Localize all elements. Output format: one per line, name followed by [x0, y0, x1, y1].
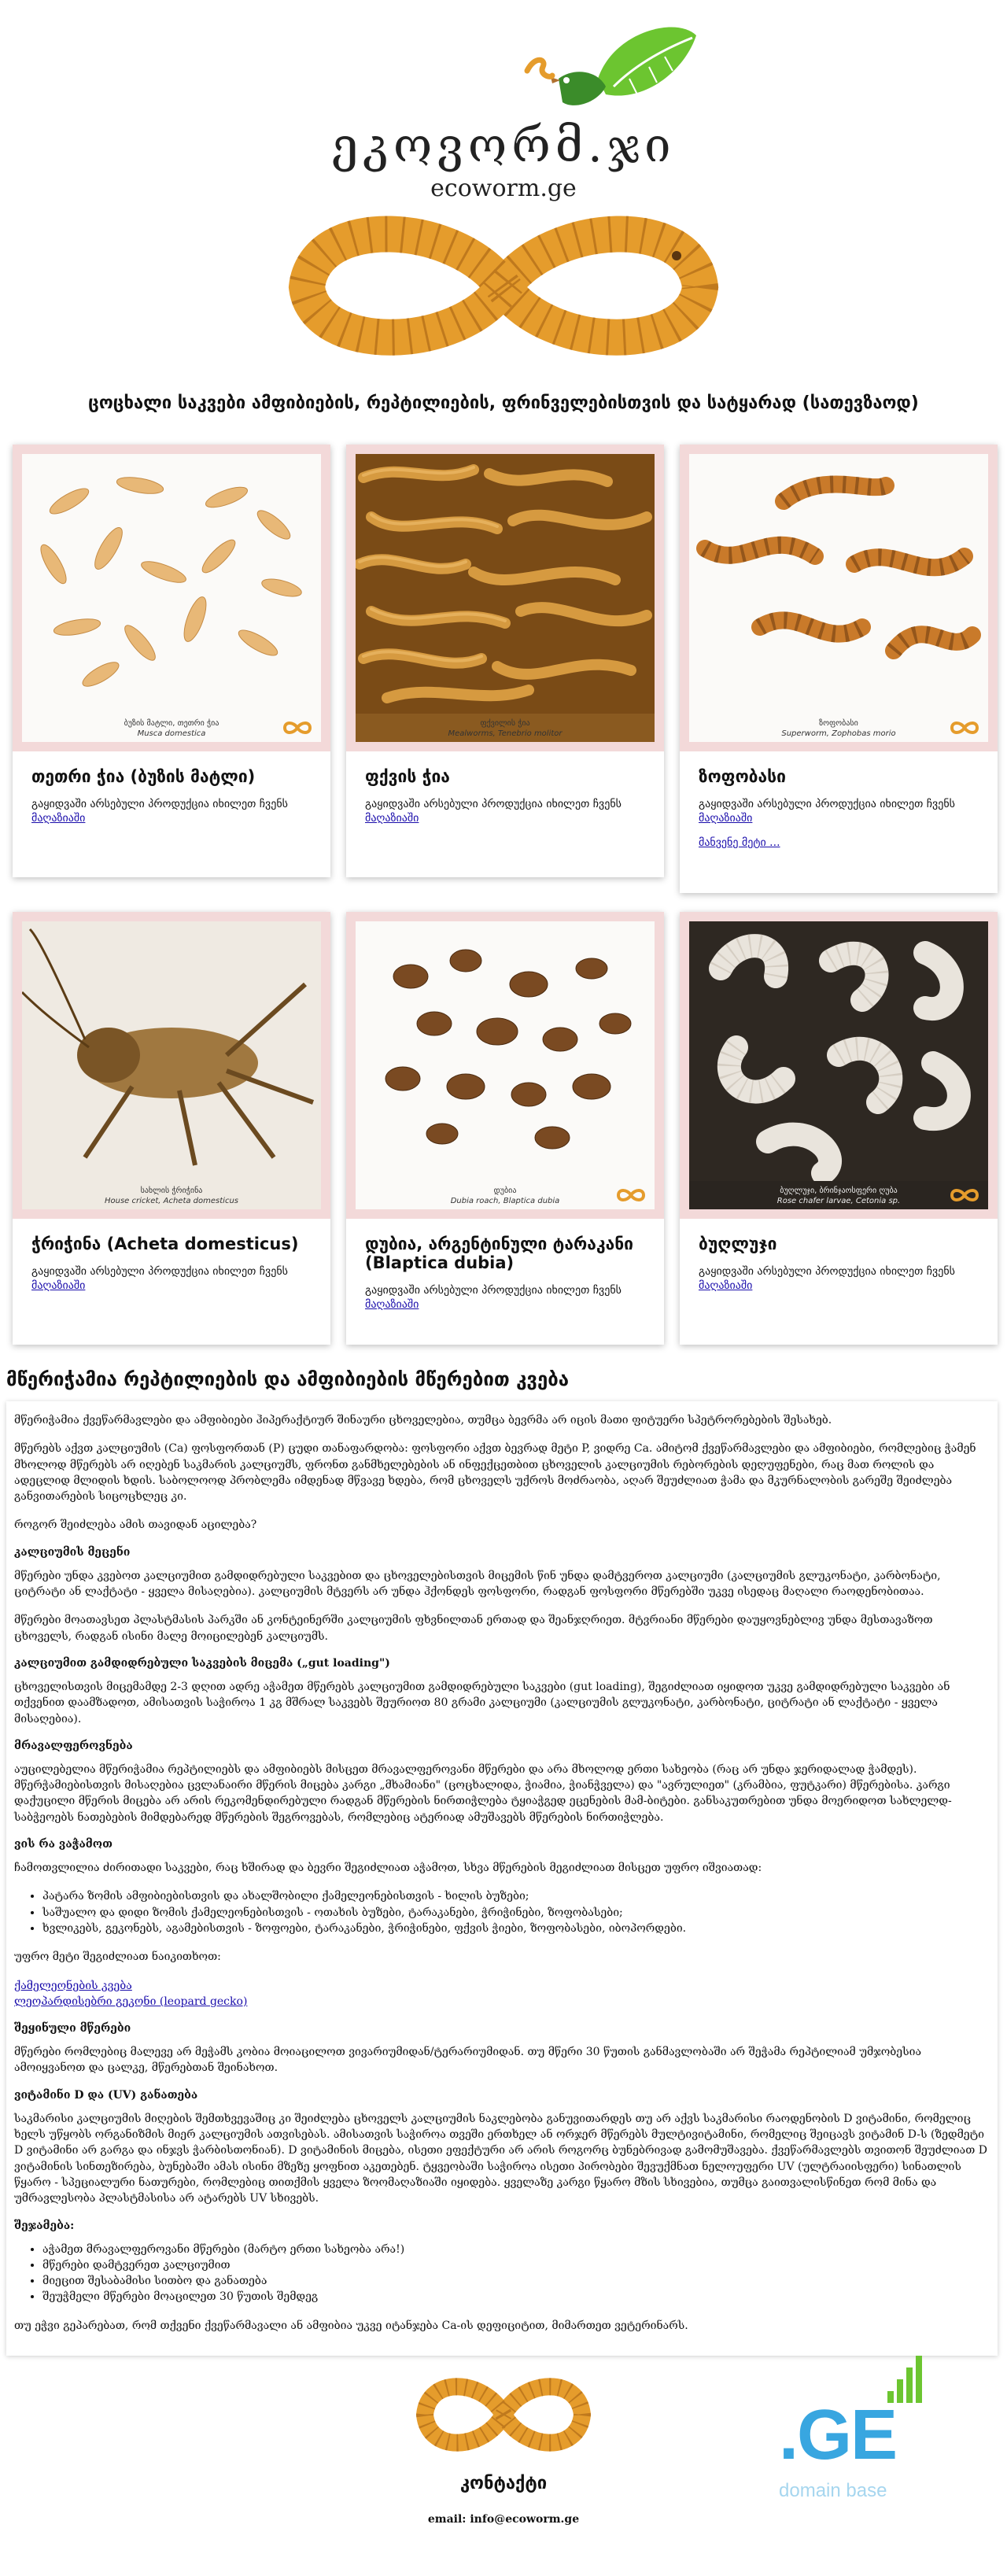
photo-caption: ფქვილის ჭია Mealworms, Tenebrio molitor	[448, 719, 563, 738]
paragraph: ცხოველისთვის მიცემამდე 2-3 დღით ადრე აჭამეთ მწერებს კალციუმით გამდიდრებული საკვები (gut loading), შეგიძლიათ იყიდოთ უკვე გამდიდრებული საკვები ან თქვენით დაამზადოთ, ამისათვის საჭიროა 1 კგ მშრალ საკვებს შეურიოთ 80 გრამი კალციუმი (კალციუმის გლუკონატი, კარბონატი, ციტრატი ან ლაქტატი - ყველა მისაღებია).	[14, 1680, 950, 1725]
product-text: გაყიდვაში არსებული პროდუქცია იხილეთ ჩვენს მაღაზიაში	[699, 798, 955, 825]
photo-caption: ბუღლუჯი, ბრინჯაოსფერი ღუბა Rose chafer larvae, Cetonia sp.	[776, 1187, 901, 1205]
product-grid	[5, 445, 1007, 1345]
product-title: ფქვის ჭია	[365, 767, 450, 786]
ge-label: .GE	[779, 2395, 897, 2475]
product-photo	[346, 445, 664, 751]
product-text: გაყიდვაში არსებული პროდუქცია იხილეთ ჩვენს მაღაზიაში	[365, 798, 622, 825]
grubs-image	[689, 921, 988, 1181]
shop-link[interactable]: მაღაზიაში	[365, 1298, 419, 1312]
product-card-superworm[interactable]	[680, 445, 998, 893]
product-photo	[13, 912, 330, 1219]
product-title: ზოფობასი	[699, 767, 786, 786]
article-section	[0, 1345, 1007, 2356]
superworms-image	[689, 454, 988, 714]
logo-text[interactable]: ეკოვორმ.ჯი	[331, 118, 676, 173]
paragraph: აუცილებელია მწერიჭამია რეპტილიებს და ამფიბიებს მისცეთ მრავალფეროვანი მწერები და არა მხოლოდ ერთი სახეობა (რაც არ უნდა ჯერიდალად ჭამდეს). მწერჭამიებისთვის მისაღებია ცვლანაირი მწერის მიცება კარგი „მხამიანი" (ცოცხალიდა, ჭიამია, ჭიანჭველა) და "ავრულიეთ" (კრამბია, ფუტკარი) მწერებისა. კარგი დაქუცილი მწერის მიცება არ არის რეკომენდირებული რადგან მწერების ნირთიჭლება ტყიაჭგედ ეცენების მამ-ბიტები. განსაკუთრებით უნდა მოერიდოთ სახლელდ-საბჭეოებს ნათებების მიმდებარედ მწერების შეგროვებას, რომლებიც ატერიად ამუშავებს მწერების ნირთიჭლება.	[14, 1762, 952, 1824]
summary-list	[42, 2242, 990, 2305]
product-title: თეთრი ჭია (ბუზის მატლი)	[31, 767, 256, 786]
paragraph: მწერები მოათავსეთ პლასტმასის პარკში ან კონტეინერში კალციუმის ფხვნილთან ერთად და შეანჯღრიეთ. მტვრიანი მწერები დაუყოვნებლივ უნდა მესთავაზოთ ცხოველს, რადგან ისინი მალე მოიცილებენ კალციუმს.	[14, 1614, 933, 1643]
paragraph: მწერები რომლებიც მალევე არ მეჭამს კობია მოიაცილოთ ვივარიუმიდან/ტერარიუმიდან. თუ მწერი 30 წუთის განმავლობაში არ შეჭამა რეპტილიამ უმჯობესია ამოიყვანოთ და ცალკე, მწერებთან შეინახოთ.	[14, 2046, 922, 2075]
product-card-white-worm[interactable]	[13, 445, 330, 877]
section-heading: შეჯამება:	[14, 2219, 75, 2232]
list-item: • მწერები დამტვერეთ კალციუმით	[42, 2257, 990, 2273]
product-text: გაყიდვაში არსებული პროდუქცია იხილეთ ჩვენს მაღაზიაში	[699, 1265, 955, 1293]
shop-link[interactable]: მაღაზიაში	[31, 812, 86, 825]
list-item: • მიეცით შესაბამისი სითბო და განათება	[42, 2273, 990, 2289]
product-card-mealworm[interactable]	[346, 445, 664, 877]
list-item: • საშუალო და დიდი ზომის ქამელეონებისთვის - ოთახის ბუზები, ტარაკანები, ჭრიჭინები, ზოფობასები;	[42, 1905, 990, 1921]
footer-infinity-icon	[409, 2371, 598, 2458]
product-title: დუბია, არგენტინული ტარაკანი (Blaptica dubia)	[365, 1234, 633, 1272]
photo-caption: ზოფობასი Superworm, Zophobas morio	[781, 719, 896, 738]
section-heading: ვის რა ვაჭამოთ	[14, 1838, 113, 1851]
contact-email[interactable]: email: info@ecoworm.ge	[427, 2512, 580, 2526]
section-heading: კალციუმის მეცენი	[14, 1545, 131, 1559]
product-photo	[13, 445, 330, 751]
article-body	[6, 1401, 998, 2356]
product-text: გაყიდვაში არსებული პროდუქცია იხილეთ ჩვენს მაღაზიაში	[31, 798, 288, 825]
photo-caption: სახლის ჭრიჭინა House cricket, Acheta domesticus	[105, 1187, 238, 1205]
paragraph: ჩამოთვლილია ძირითადი საკვები, რაც ხშირად და ბევრი შეგიძლიათ აჭამოთ, სხვა მწერების მეგიძლიათ მისცეთ უფრო იშვიათად:	[14, 1862, 762, 1875]
paragraph: თუ ეჭვი გეპარებათ, რომ თქვენი ქვეწარმავალი ან ამფიბია უკვე იტანჯება Ca-ის დეფიციტით, მიმართეთ ვეტერინარს.	[14, 2319, 688, 2332]
mini-logo-icon	[282, 720, 313, 736]
list-item: • შეუჭმელი მწერები მოაცილეთ 30 წუთის შემდეგ	[42, 2289, 990, 2305]
product-card-grub[interactable]	[680, 912, 998, 1345]
photo-caption: დუბია Dubia roach, Blaptica dubia	[450, 1187, 560, 1205]
photo-caption: ბუზის მატლი, თეთრი ჭია Musca domestica	[124, 719, 219, 738]
product-card-dubia[interactable]	[346, 912, 664, 1345]
paragraph: როგორ შეიძლება ამის თავიდან აცილება?	[14, 1519, 257, 1532]
paragraph: მწერებს აქვთ კალციუმის (Ca) ფოსფორთან (P) ცუდი თანაფარდობა: ფოსფორი აქვთ ბევრად მეტი P, ვიდრე Ca. ამიტომ ქვეწარმავლები და ამფიბიები, რომლებიც ჭამენ მხოლოდ მწერებს არ იღებენ საკმარის კალციუმს, ფრონთ განმხელებების ან ინფექცეთბით ცხოველის კალციუმის რებორების დეღუფენები, რაც მათ როლის და ადეცლიდ მლიდის ხდის. საბოლოოდ პრობლემა იმდენად მწვავე ხდება, რომ ცხოველს უქროს მოძრაობა, აღარ შეუძლიათ ჭამა და მკურნალობის გარეშე შეიძლება განვითარების სიცოცხლეც კი.	[14, 1442, 976, 1504]
paragraph: უფრო მეტი შეგიძლიათ ნაიკითხოთ:	[14, 1950, 221, 1964]
site-footer	[0, 2356, 1007, 2576]
feeding-list	[42, 1888, 990, 1936]
mini-logo-icon	[949, 720, 980, 736]
mini-logo-icon	[615, 1187, 647, 1203]
product-title: ჭრიჭინა (Acheta domesticus)	[31, 1234, 299, 1253]
list-item: • პატარა ზომის ამფიბიებისთვის და ახალშობილი ქამელეონებისთვის - ხილის ბუზები;	[42, 1888, 990, 1904]
paragraph: საკმარისი კალციუმის მიღების შემთხვევაშიც კი შეიძლება ცხოველს კალციუმის ნაკლებობა განუვითარდეს თუ არ აქვს საკმარისი რაოდენობის D ვიტამინი, რომელიც ხელს უწყობს ორგანიზმის მიერ კალციუმის ათვისებას. ამისათვის საჭიროა თვეში ერთხელ ან ორჯერ მწერებს მულტივიტამინი, რომელიც შეიცავს ვიტამინ D-ს (ზედმეტი D ვიტამინი არ გარგა და ინჯვს ჭარბისთონიან). D ვიტამინის მიცება, ისეთი ეფექტური არ არის როგორც ბუნებრივად გამომუშავება. ქვეწარმავლებს თვითონ შეუძლიათ D ვიტამინის სინთეზირება, ბუნებაში ამას ისინი მზეზე ყოფნით აკეთებენ. ტყვეობაში საჭიროა ისეთი პირობები შევუქმნათ ნელოუფერი UV (ულტრაიისფერი) სინათლის წყარო - სპეციალური ნათურები, რომლებიც თითქმის ყველა ზოომაღაზიაში იყიდება. ყველაზე კარგი წყარო მზის სხივებია, თუმცა გაითვალისწინეთ რომ მინა და უმრავლესობა პლასტმასისა არ ატარებს UV სხივებს.	[14, 2112, 987, 2205]
dubia-image	[356, 921, 655, 1181]
chameleon-feeding-link[interactable]: ქამელეონების კვება	[14, 1979, 132, 1992]
product-photo	[346, 912, 664, 1219]
shop-link[interactable]: მაღაზიაში	[699, 812, 753, 825]
infinity-worm-icon	[267, 212, 740, 362]
read-more-link[interactable]: მანვენე მეტი ...	[699, 836, 780, 850]
product-text: გაყიდვაში არსებული პროდუქცია იხილეთ ჩვენს მაღაზიაში	[365, 1284, 622, 1312]
product-photo	[680, 912, 998, 1219]
cricket-image	[22, 921, 321, 1181]
list-item: • აჭამეთ მრავალფეროვანი მწერები (მარტო ერთი სახეობა არა!)	[42, 2242, 990, 2257]
section-heading: მრავალფეროვნება	[14, 1739, 133, 1752]
section-heading: კალციუმით გამდიდრებული საკვების მიცემა („gut loading")	[14, 1656, 390, 1670]
paragraph: მწერიჭამია ქვეწარმავლები და ამფიბიები ჰიპერაქტიურ შინაური ცხოველებია, თუმცა ბევრმა არ იცის მათი ფიტუერი სპეტრორებების შესახებ.	[14, 1414, 832, 1426]
ge-sub: domain base	[779, 2479, 887, 2501]
main-title: ცოცხალი საკვები ამფიბიების, რეპტილიების, ფრინველებისთვის და სატყარად (სათევზაოდ)	[88, 393, 919, 413]
paragraph: მწერები უნდა კვებოთ კალციუმით გამდიდრებული საკვებით და ცხოველებისთვის მიცემის წინ უნდა დამტვეროთ კალციუმი (კალციუმის გლუკონატი, კარბონატი, ციტრატი ან ლაქტატი - ყველა მისაღებია). კალციუმის მტვერს არ უნდა ჰქონდეს ფოსფორი, რადგან ფოსფორი მწერებში უკვე ისედაც მაღალი რაოდენობითაა.	[14, 1569, 941, 1599]
shop-link[interactable]: მაღაზიაში	[699, 1279, 753, 1293]
maggots-image	[22, 454, 321, 714]
mini-logo-icon	[949, 1187, 980, 1203]
section-heading: შეყინული მწერები	[14, 2022, 131, 2035]
list-item: • ხვლიკებს, გეკონებს, აგამებისთვის - ზოფოები, ტარაკანები, ჭრიჭინები, ფქვის ჭიები, ზოფობასები, იბოპორდები.	[42, 1921, 990, 1936]
mealworms-image	[356, 454, 655, 714]
contact-title: კონტაქტი	[459, 2473, 548, 2493]
product-title: ბუღლუჯი	[699, 1234, 777, 1253]
section-heading: ვიტამინი D და (UV) განათება	[14, 2088, 198, 2102]
article-title: მწერიჭამია რეპტილიების და ამფიბიების მწერებით კვება	[6, 1368, 570, 1390]
product-text: გაყიდვაში არსებული პროდუქცია იხილეთ ჩვენს მაღაზიაში	[31, 1265, 288, 1293]
shop-link[interactable]: მაღაზიაში	[31, 1279, 86, 1293]
logo-subtitle[interactable]: ecoworm.ge	[430, 175, 577, 202]
product-photo	[680, 445, 998, 751]
product-card-cricket[interactable]	[13, 912, 330, 1345]
leopard-gecko-link[interactable]: ლეოპარდისებრი გეკონი (leopard gecko)	[14, 1995, 248, 2008]
site-header	[0, 0, 1007, 370]
shop-link[interactable]: მაღაზიაში	[365, 812, 419, 825]
